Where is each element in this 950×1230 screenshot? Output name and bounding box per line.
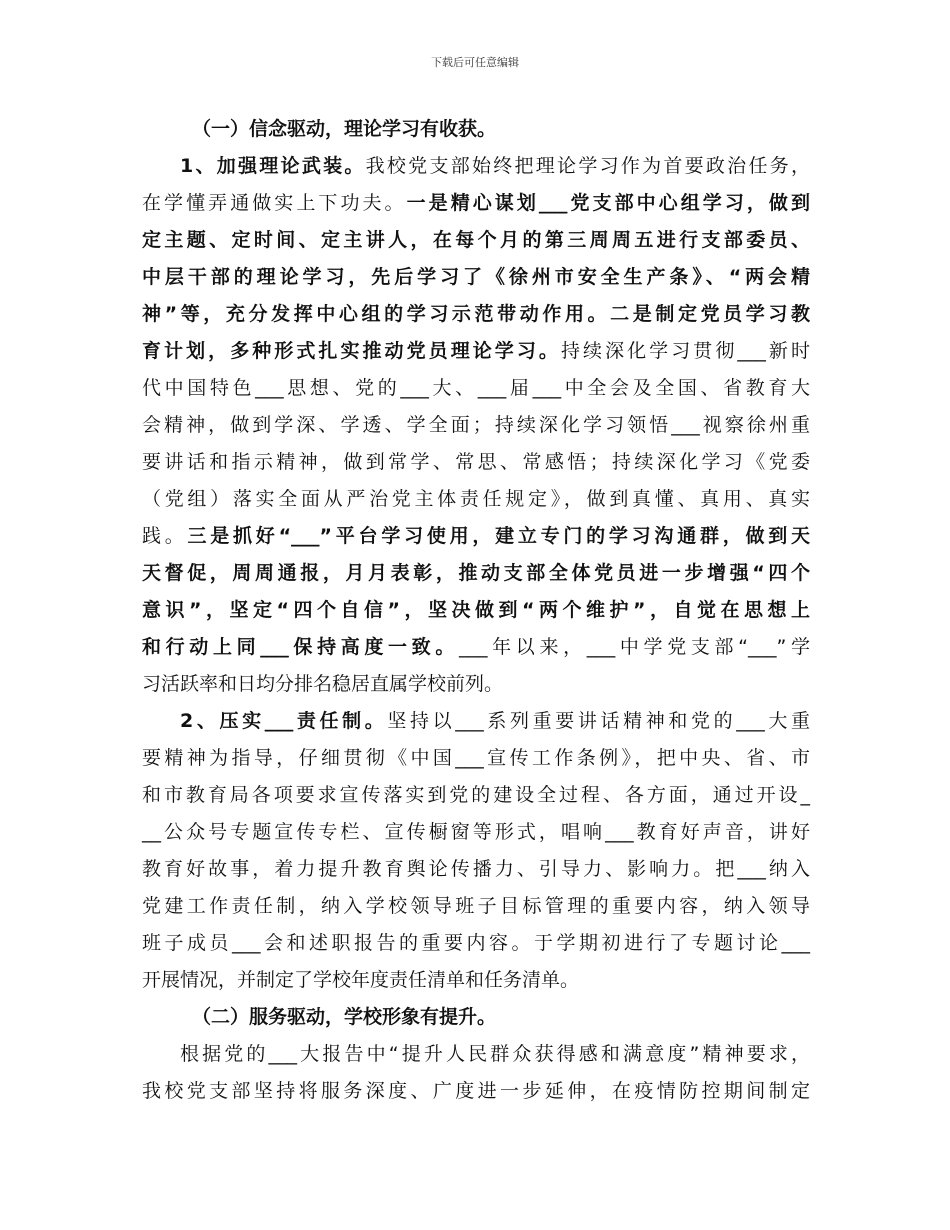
paragraph-line: 根据党的___大报告中“提升人民群众获得感和满意度”精神要求， xyxy=(180,1043,810,1065)
paragraph-line: 天督促，周周通报，月月表彰，推动支部全体党员进一步增强“四个 xyxy=(142,562,810,584)
paragraph-line: 践。三是抓好“___”平台学习使用，建立专门的学习沟通群，做到天 xyxy=(142,525,810,547)
paragraph-line: 2、压实___责任制。坚持以___系列重要讲话精神和党的___大重 xyxy=(180,710,810,732)
paragraph-line: 开展情况，并制定了学校年度责任清单和任务清单。 xyxy=(142,969,580,991)
paragraph-line: 班子成员___会和述职报告的重要内容。于学期初进行了专题讨论___ xyxy=(142,932,810,954)
paragraph-line: 我校党支部坚持将服务深度、广度进一步延伸，在疫情防控期间制定 xyxy=(142,1080,810,1102)
section-heading-2: （二）服务驱动，学校形象有提升。 xyxy=(192,1006,497,1028)
paragraph-line: （党组）落实全面从严治党主体责任规定》，做到真懂、真用、真实 xyxy=(142,488,810,510)
paragraph-line: 1、加强理论武装。我校党支部始终把理论学习作为首要政治任务， xyxy=(180,155,810,177)
paragraph-line: __公众号专题宣传专栏、宣传橱窗等形式，唱响___教育好声音，讲好 xyxy=(142,821,810,843)
paragraph-line: 在学懂弄通做实上下功夫。一是精心谋划___党支部中心组学习，做到 xyxy=(142,192,810,214)
paragraph-line: 习活跃率和日均分排名稳居直属学校前列。 xyxy=(142,673,504,695)
paragraph-line: 代中国特色___思想、党的___大、___届___中全会及全国、省教育大 xyxy=(142,377,810,399)
paragraph-line: 会精神，做到学深、学透、学全面；持续深化学习领悟___视察徐州重 xyxy=(142,414,810,436)
paragraph-line: 神”等，充分发挥中心组的学习示范带动作用。二是制定党员学习教 xyxy=(142,303,810,325)
paragraph-line: 要讲话和指示精神，做到常学、常思、常感悟；持续深化学习《党委 xyxy=(142,451,810,473)
paragraph-line: 要精神为指导，仔细贯彻《中国___宣传工作条例》，把中央、省、市 xyxy=(142,747,810,769)
section-heading-1: （一）信念驱动，理论学习有收获。 xyxy=(192,118,497,140)
paragraph-line: 育计划，多种形式扎实推动党员理论学习。持续深化学习贯彻___新时 xyxy=(142,340,810,362)
paragraph-line: 党建工作责任制，纳入学校领导班子目标管理的重要内容，纳入领导 xyxy=(142,895,810,917)
paragraph-line: 定主题、定时间、定主讲人，在每个月的第三周周五进行支部委员、 xyxy=(142,229,810,251)
paragraph-line: 和行动上同___保持高度一致。___年以来，___中学党支部“___”学 xyxy=(142,636,810,658)
page-header: 下载后可任意编辑 xyxy=(431,56,519,69)
paragraph-line: 意识”，坚定“四个自信”，坚决做到“两个维护”，自觉在思想上 xyxy=(142,599,810,621)
paragraph-line: 教育好故事，着力提升教育舆论传播力、引导力、影响力。把___纳入 xyxy=(142,858,810,880)
paragraph-line: 中层干部的理论学习，先后学习了《徐州市安全生产条》、“两会精 xyxy=(142,266,810,288)
paragraph-line: 和市教育局各项要求宣传落实到党的建设全过程、各方面，通过开设_ xyxy=(142,784,810,806)
